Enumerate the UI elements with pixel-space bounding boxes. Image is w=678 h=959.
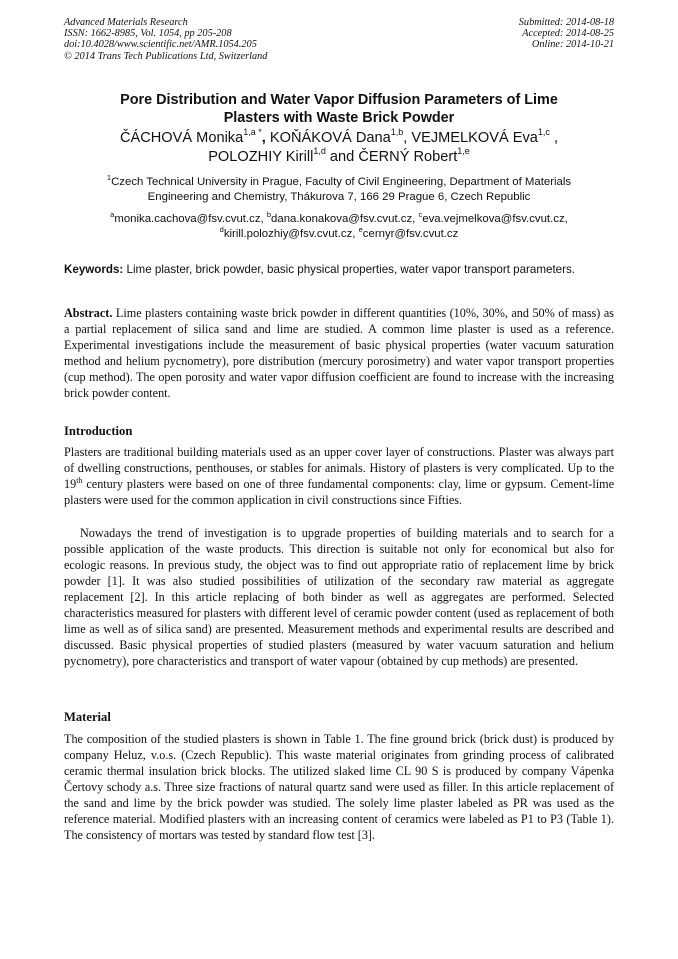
author-cerny-sup: 1,e [457, 145, 470, 156]
email-d-sup: d [219, 225, 224, 235]
email-polozhiy[interactable]: kirill.polozhiy@fsv.cvut.cz, [223, 228, 356, 240]
affiliation-sup: 1 [106, 173, 112, 183]
author-polozhiy: POLOZHIY Kirill [208, 148, 314, 165]
author-and: and [329, 148, 355, 165]
copyright-line: © 2014 Trans Tech Publications Ltd, Switzerland [64, 50, 268, 62]
author-emails [64, 212, 614, 242]
author-line-2 [64, 145, 614, 167]
email-cerny[interactable]: cernyr@fsv.cvut.cz [362, 228, 459, 240]
keywords [64, 263, 614, 277]
author-vejmelkova-sup: 1,c [537, 127, 550, 138]
introduction-paragraph-2 [64, 525, 614, 669]
introduction-paragraph-1 [64, 444, 614, 508]
author-polozhiy-sup: 1,d [313, 145, 326, 156]
abstract [64, 305, 614, 401]
author-separator: , [261, 130, 266, 146]
material-heading: Material [64, 710, 111, 724]
author-konakova-sup: 1,b [390, 127, 404, 138]
title-line-2: Plasters with Waste Brick Powder [223, 110, 455, 126]
keywords-label: Keywords: [64, 263, 124, 276]
issn-line: ISSN: 1662-8985, Vol. 1054, pp 205-208 [64, 28, 232, 40]
email-cachova[interactable]: monika.cachova@fsv.cvut.cz, [114, 213, 264, 225]
intro-p1-text-b: century plasters were based on one of three fundamental components: clay, lime or gypsum. Cement-lime plasters were used for the common application in civil constructions since Fifties. [64, 477, 614, 507]
author-list [64, 129, 614, 167]
paper-title [64, 91, 614, 127]
affiliation [64, 175, 614, 205]
author-cerny: ČERNÝ Robert [358, 148, 458, 165]
affiliation-line-2: Engineering and Chemistry, Thákurova 7, 166 29 Prague 6, Czech Republic [147, 191, 531, 203]
email-line-2 [64, 227, 614, 242]
author-cachova: ČÁCHOVÁ Monika [119, 130, 244, 146]
affiliation-text-1: Czech Technical University in Prague, Faculty of Civil Engineering, Department of Materials [111, 176, 572, 188]
journal-header-left [64, 17, 267, 62]
title-line-1: Pore Distribution and Water Vapor Diffusion Parameters of Lime [120, 92, 558, 108]
author-separator: , [403, 130, 408, 146]
author-separator: , [553, 130, 559, 146]
introduction-heading: Introduction [64, 424, 133, 438]
submitted-date: Submitted: 2014-08-18 [518, 17, 614, 28]
online-date: Online: 2014-10-21 [531, 39, 614, 51]
abstract-label: Abstract. [64, 306, 113, 320]
email-b-sup: b [266, 210, 272, 220]
email-e-sup: e [358, 225, 363, 235]
author-konakova: KOŇÁKOVÁ Dana [269, 130, 391, 146]
accepted-date: Accepted: 2014-08-25 [522, 28, 614, 40]
journal-header-right [519, 17, 614, 51]
keywords-text: Lime plaster, brick powder, basic physical properties, water vapor transport parameters. [126, 263, 576, 276]
author-line-1 [64, 129, 614, 148]
affiliation-line-1 [64, 175, 614, 190]
intro-p1-text-a: Plasters are traditional building materials used as an upper cover layer of constructions. Plaster was always part of dwelling constructions, penthouses, or stables for animals. History of plasters is very complicated. Up to the 19 [64, 445, 614, 491]
author-vejmelkova: VEJMELKOVÁ Eva [411, 130, 538, 146]
abstract-text: Lime plasters containing waste brick powder in different quantities (10%, 30%, and 50% of mass) as a partial replacement of silica sand and lime are studied. A common lime plaster is used as a reference. Experimental investigations include the measurement of basic physical properties (water vacuum saturation method and helium pycnometry), pore distribution (mercury porosimetry) and water vapor transport properties (cup method). The open porosity and water vapor diffusion coefficient are found to increase with the increasing brick powder content. [64, 306, 614, 400]
author-cachova-sup: 1,a * [243, 127, 262, 138]
journal-name: Advanced Materials Research [64, 17, 188, 28]
email-a-sup: a [110, 210, 115, 220]
email-vejmelkova[interactable]: eva.vejmelkova@fsv.cvut.cz, [422, 213, 568, 225]
intro-p2-text: Nowadays the trend of investigation is to upgrade properties of building materials and to search for a possible application of the waste products. This direction is suitable not only for economical but also for ecologic reasons. In previous study, the object was to find out appropriate ratio of replacement lime by brick powder [1]. It was also studied possibilities of utilization of the secondary raw material as aggregate replacement [2]. In this article replacing of both binder as well as aggregates are performed. Selected characteristics measured for plasters with different level of ceramic powder content (used as replacement of both lime as well as of silica sand) are presented. Measurement methods and experimental results are described and discussed. Basic physical properties of studied plasters (measured by water vacuum saturation and helium pycnometry), pore characteristics and transport of water vapour (obtained by cup methods) are presented. [64, 526, 614, 668]
email-c-sup: c [418, 210, 423, 220]
material-paragraph-1: The composition of the studied plasters is shown in Table 1. The fine ground brick (brick dust) is produced by company Heluz, v.o.s. (Czech Republic). This waste material originates from grinding process of calibrated ceramic thermal insulation brick blocks. The utilized slaked lime CL 90 S is produced by company Vápenka Čertovy schody a.s. Three size fractions of natural quartz sand were used as filler. In this article replacement of the sand and lime by the brick powder was studied. The solely lime plaster labeled as PR was used as the reference material. Modified plasters with an increasing content of ceramics were labeled as P1 to P3 (Table 1). The consistency of mortars was tested by standard flow test [3]. [64, 732, 614, 842]
email-konakova[interactable]: dana.konakova@fsv.cvut.cz, [271, 213, 416, 225]
doi-line: doi:10.4028/www.scientific.net/AMR.1054.205 [64, 39, 257, 51]
email-line-1 [64, 212, 614, 227]
intro-p1-sup: th [76, 475, 83, 485]
